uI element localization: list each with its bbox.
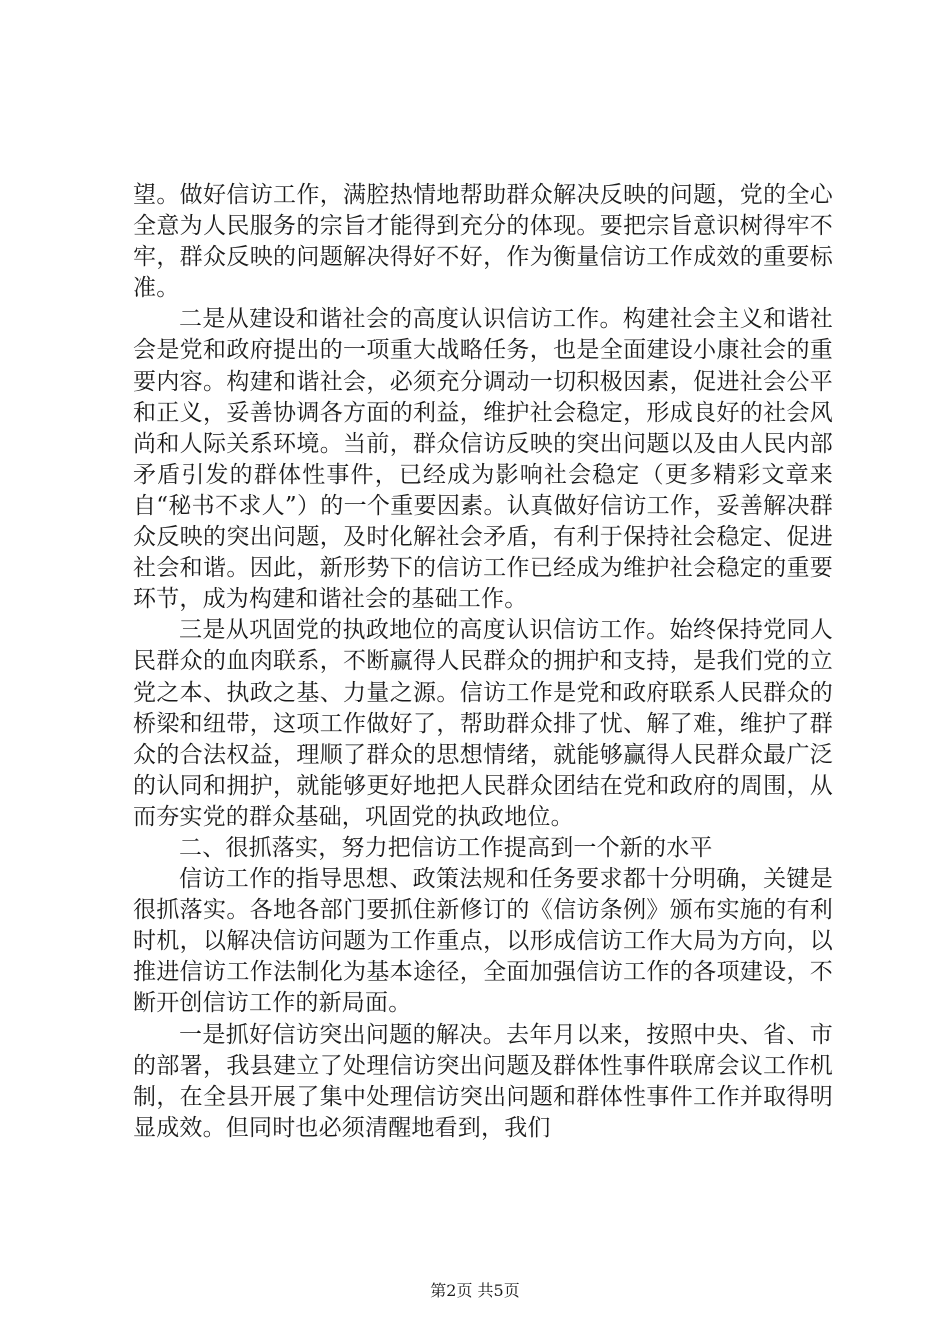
paragraph-prominent-issues: 一是抓好信访突出问题的解决。去年月以来，按照中央、省、市的部署，我县建立了处理信访突出问题及群体性事件联席会议工作机制，在全县开展了集中处理信访突出问题和群体性事件工作并取得明显成效。但同时也必须清醒地看到，我们 [133, 1021, 833, 1141]
paragraph-harmonious-society: 二是从建设和谐社会的高度认识信访工作。构建社会主义和谐社会是党和政府提出的一项重大战略任务，也是全面建设小康社会的重要内容。构建和谐社会，必须充分调动一切积极因素，促进社会公平和正义，妥善协调各方面的利益，维护社会稳定，形成良好的社会风尚和人际关系环境。当前，群众信访反映的突出问题以及由人民内部矛盾引发的群体性事件，已经成为影响社会稳定（更多精彩文章来自“秘书不求人”）的一个重要因素。认真做好信访工作，妥善解决群众反映的突出问题，及时化解社会矛盾，有利于保持社会稳定、促进社会和谐。因此，新形势下的信访工作已经成为维护社会稳定的重要环节，成为构建和谐社会的基础工作。 [133, 306, 833, 613]
page-number-footer: 第2页 共5页 [430, 1281, 520, 1300]
paragraph-implementation: 信访工作的指导思想、政策法规和任务要求都十分明确，关键是很抓落实。各地各部门要抓住新修订的《信访条例》颁布实施的有利时机，以解决信访问题为工作重点，以形成信访工作大局为方向，以推进信访工作法制化为基本途径，全面加强信访工作的各项建设，不断开创信访工作的新局面。 [133, 866, 833, 1017]
section-heading: 二、很抓落实，努力把信访工作提高到一个新的水平 [179, 834, 713, 861]
document-body [133, 180, 833, 1144]
paragraph-continuation: 望。做好信访工作，满腔热情地帮助群众解决反映的问题，党的全心全意为人民服务的宗旨才能得到充分的体现。要把宗旨意识树得牢不牢，群众反映的问题解决得好不好，作为衡量信访工作成效的重要标准。 [133, 182, 833, 302]
paragraph-ruling-status: 三是从巩固党的执政地位的高度认识信访工作。始终保持党同人民群众的血肉联系，不断赢得人民群众的拥护和支持，是我们党的立党之本、执政之基、力量之源。信访工作是党和政府联系人民群众的桥梁和纽带，这项工作做好了，帮助群众排了忧、解了难，维护了群众的合法权益，理顺了群众的思想情绪，就能够赢得人民群众最广泛的认同和拥护，就能够更好地把人民群众团结在党和政府的周围，从而夯实党的群众基础，巩固党的执政地位。 [133, 617, 833, 830]
